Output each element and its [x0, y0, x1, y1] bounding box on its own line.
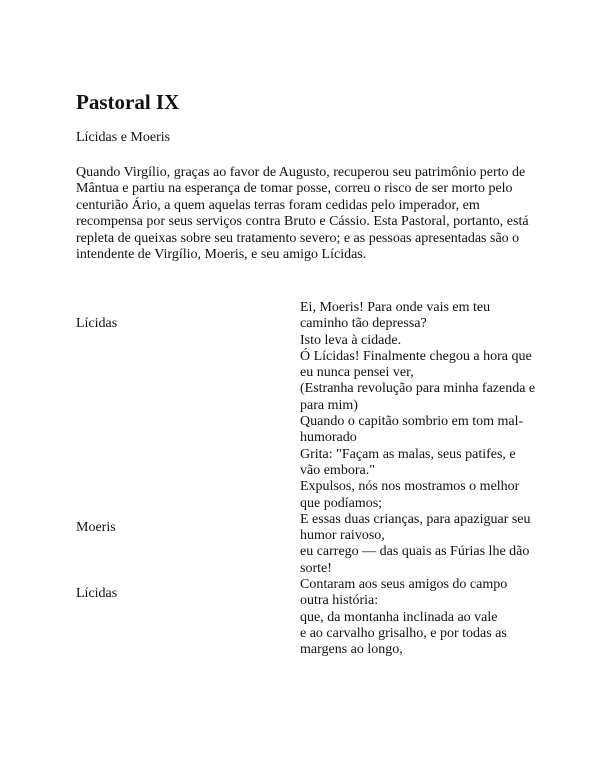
verse-line: Contaram aos seus amigos do campo outra história: — [300, 577, 508, 609]
subtitle: Lícidas e Moeris — [76, 130, 171, 145]
verse-line: e ao carvalho grisalho, e por todas as margens ao longo, — [300, 625, 507, 658]
verse-line: Quando o capitão sombrio em tom mal-humorado — [300, 414, 524, 446]
verse-line: Isto leva à cidade. — [300, 332, 402, 348]
speaker-name: Lícidas — [76, 586, 118, 602]
speech-lines — [300, 300, 536, 349]
verse-line: Ei, Moeris! Para onde vais em teu caminho tão depressa? — [300, 300, 491, 332]
speech-row — [76, 577, 536, 658]
verse-line: eu carrego — das quais as Fúrias lhe dão sorte! — [300, 544, 530, 576]
verse-line: E essas duas crianças, para apaziguar seu humor raivoso, — [300, 511, 531, 544]
verse-line: que, da montanha inclinada ao vale — [300, 609, 498, 625]
page-title: Pastoral IX — [76, 90, 180, 114]
dialogue-table — [76, 300, 536, 659]
speaker-name: Lícidas — [76, 316, 118, 331]
speech-lines — [300, 577, 536, 658]
verse-line: Grita: "Façam as malas, seus patifes, e vão embora." — [300, 446, 516, 478]
speech-row — [76, 349, 536, 577]
verse-line: Expulsos, nós nos mostramos o melhor que podíamos; — [300, 479, 520, 511]
speech-row — [76, 300, 536, 349]
speaker-name: Moeris — [76, 519, 116, 535]
speech-lines — [300, 349, 536, 577]
verse-line: Ó Lícidas! Finalmente chegou a hora que eu nunca pensei ver, — [300, 348, 532, 381]
verse-line: (Estranha revolução para minha fazenda e para mim) — [300, 381, 536, 413]
intro-paragraph: Quando Virgílio, graças ao favor de Augusto, recuperou seu patrimônio perto de Mântua e partiu na esperança de tomar posse, correu o risco de ser morto pelo centurião Ário, a quem aquelas terras foram cedidas pelo imperador, em recompensa por seus serviços contra Bruto e Cássio. Esta Pastoral, portanto, está repleta de queixas sobre seu tratamento severo; e as pessoas apresentadas são o intendente de Virgílio, Moeris, e seu amigo Lícidas. — [76, 165, 529, 263]
